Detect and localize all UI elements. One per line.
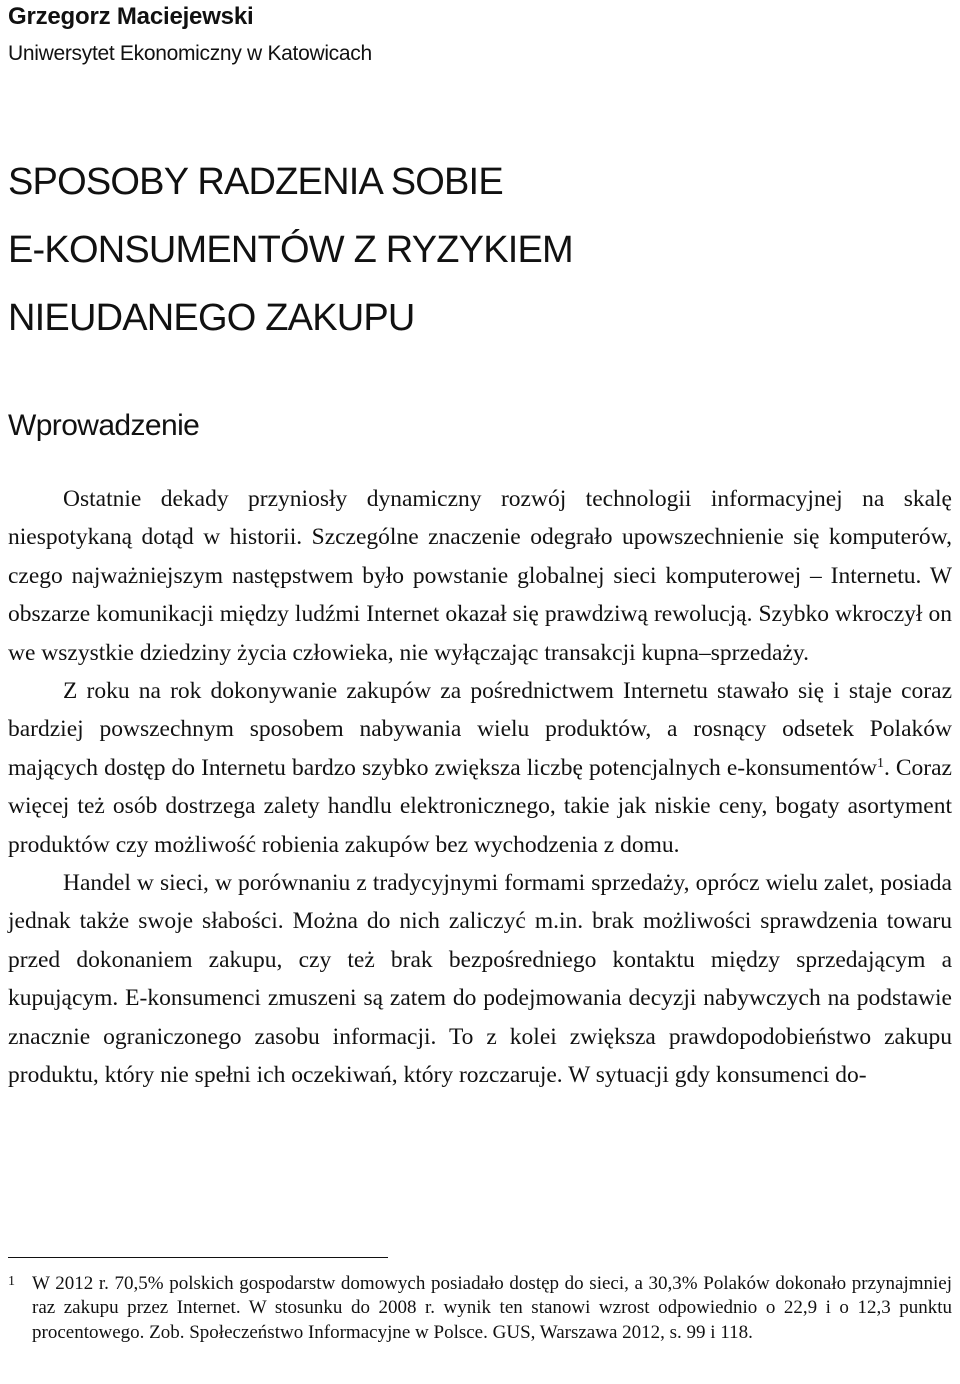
- footnote: [8, 1272, 952, 1345]
- author-name: Grzegorz Maciejewski: [8, 3, 254, 30]
- paragraph-2-text-before: Z roku na rok dokonywanie zakupów za pośrednictwem Internetu stawało się i staje coraz bardziej powszechnym sposobem nabywania wielu produktów, a rosnący odsetek Polaków mających dostęp do Internetu bardzo szybko zwiększa liczbę potencjalnych e-konsumentów: [8, 678, 952, 781]
- title-line-3: NIEUDANEGO ZAKUPU: [8, 297, 415, 339]
- paragraph-2: [8, 672, 952, 864]
- footnote-text: W 2012 r. 70,5% polskich gospodarstw domowych posiadało dostęp do sieci, a 30,3% Polaków dokonało przynajmniej raz zakupu przez Internet. W stosunku do 2008 r. wynik ten stanowi wzrost odpowiednio o 22,9 i o 12,3 punktu procentowego. Zob. Społeczeństwo Informacyjne w Polsce. GUS, Warszawa 2012, s. 99 i 118.: [32, 1273, 952, 1343]
- footnote-mark: 1: [8, 1274, 15, 1289]
- author-affiliation: Uniwersytet Ekonomiczny w Katowicach: [8, 42, 372, 65]
- section-heading: Wprowadzenie: [8, 409, 200, 442]
- paragraph-1: Ostatnie dekady przyniosły dynamiczny rozwój technologii informacyjnej na skalę niespotykaną dotąd w historii. Szczególne znaczenie odegrało upowszechnienie się komputerów, czego najważniejszym następstwem było powstanie globalnej sieci komputerowej – Internetu. W obszarze komunikacji między ludźmi Internet okazał się prawdziwą rewolucją. Szybko wkroczył on we wszystkie dziedziny życia człowieka, nie wyłączając transakcji kupna–sprzedaży.: [8, 486, 952, 666]
- title-line-1: SPOSOBY RADZENIA SOBIE: [8, 161, 503, 203]
- body-text: [8, 480, 952, 1095]
- footnote-divider: [8, 1257, 388, 1258]
- article-title: [8, 148, 948, 352]
- footnote-reference[interactable]: 1: [876, 755, 884, 771]
- paragraph-2-text-after: . Coraz więcej też osób dostrzega zalety handlu elektronicznego, takie jak niskie ceny, bogaty asortyment produktów czy możliwość robienia zakupów bez wychodzenia z domu.: [8, 754, 952, 858]
- title-line-2: E-KONSUMENTÓW Z RYZYKIEM: [8, 229, 573, 271]
- paragraph-3: Handel w sieci, w porównaniu z tradycyjnymi formami sprzedaży, oprócz wielu zalet, posiada jednak także swoje słabości. Można do nich zaliczyć m.in. brak możliwości sprawdzenia towaru przed dokonaniem zakupu, czy też brak bezpośredniego kontaktu między sprzedającym a kupującym. E-konsumenci zmuszeni są zatem do podejmowania decyzji nabywczych na podstawie znacznie ograniczonego zasobu informacji. To z kolei zwiększa prawdopodobieństwo zakupu produktu, który nie spełni ich oczekiwań, który rozczaruje. W sytuacji gdy konsumenci do-: [8, 870, 952, 1089]
